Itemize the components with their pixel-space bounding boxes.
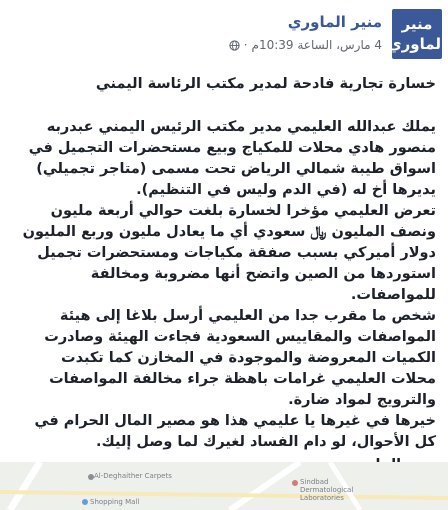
post-paragraph: تعرض العليمي مؤخرا لخسارة بلغت حوالي أربعة مليون ونصف المليون ﷼ سعودي أي ما يعادل مليون وربع المليون دولار أميركي بسبب صفقة مكياجات ومستحضرات تجميل استوردها من الصين واتضح أنها مضروبة ومخالفة للمواصفات. <box>22 203 436 303</box>
map-pin-icon <box>82 499 88 505</box>
post-paragraph: خيرها في غيرها يا عليمي هذا هو مصير المال الحرام في كل الأحوال، لو دام الفساد لغيرك لما وصل إليك. <box>34 413 436 450</box>
avatar-line-2: الماوري <box>387 35 447 53</box>
author-name[interactable]: منير الماوري <box>287 13 382 31</box>
globe-icon[interactable] <box>229 40 240 51</box>
author-avatar[interactable] <box>387 9 447 59</box>
post-body <box>14 74 436 476</box>
avatar-line-1: منير <box>401 15 433 33</box>
post-paragraph: شخص ما مقرب جدا من العليمي أرسل بلاغا إلى هيئة المواصفات والمقاييس السعودية فجاءت الهيئة وصادرت الكميات المعروضة والموجودة في المخازن كما تكبدت محلات العليمي غرامات باهظة جراء مخالفة المواصفات والترويج لمواد ضارة. <box>44 308 436 408</box>
post-timestamp[interactable]: 4 مارس، الساعة 10:39م <box>251 38 382 52</box>
post-paragraph: يملك عبدالله العليمي مدير مكتب الرئيس اليمني عبدربه منصور هادي محلات للمكياج وبيع مستحضرات التجميل في اسواق طيبة شمالي الرياض تحت مسمى (متاجر تجميلي) يديرها أخ له (في الدم وليس في التنظيم). <box>28 119 436 198</box>
map-pin-icon <box>88 474 94 480</box>
map-label: Al-Deghaither Carpets <box>94 472 172 480</box>
post-meta <box>229 38 382 52</box>
map-preview[interactable] <box>0 462 448 510</box>
map-label: Sindbad Dermatological Laboratories <box>300 478 354 502</box>
map-pin-icon <box>292 480 298 486</box>
map-roads <box>0 462 448 510</box>
meta-separator: · <box>243 38 248 52</box>
post-headline: خسارة تجارية فادحة لمدير مكتب الرئاسة اليمني <box>95 76 436 92</box>
map-label: Shopping Mall <box>90 498 140 506</box>
